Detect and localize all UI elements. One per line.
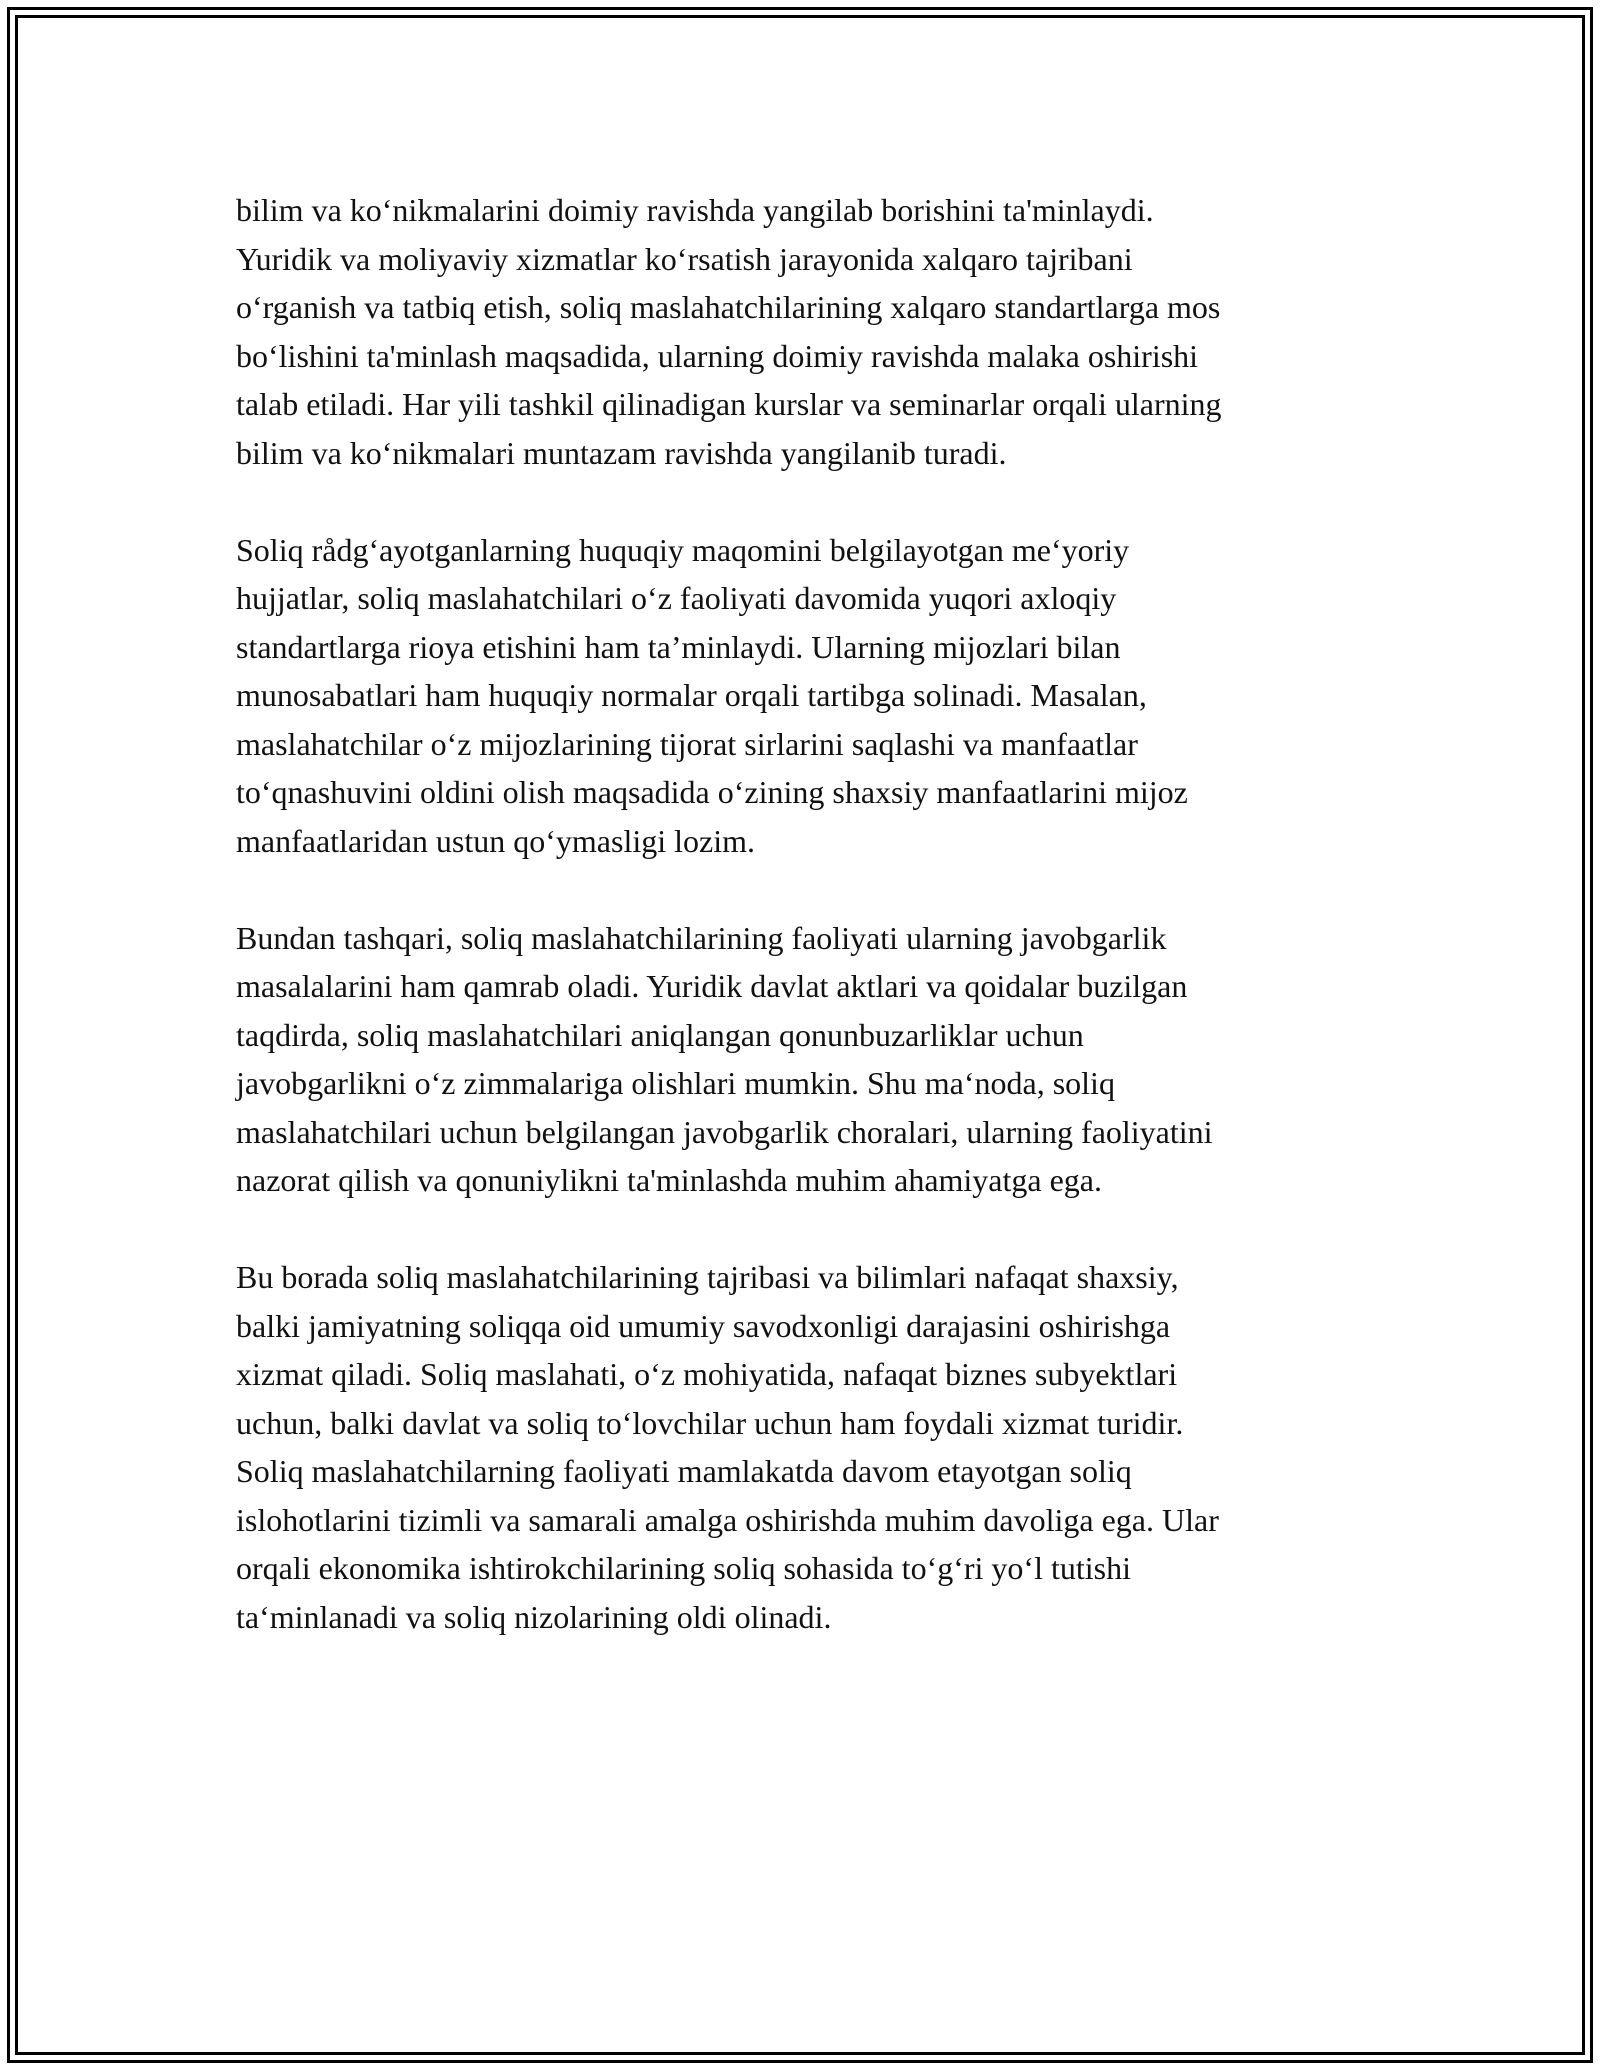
text-line: bo‘lishini ta'minlash maqsadida, ularning doimiy ravishda malaka oshirishi <box>236 337 1199 374</box>
text-line: ta‘minlanadi va soliq nizolarining oldi olinadi. <box>236 1598 832 1635</box>
text-line: Bundan tashqari, soliq maslahatchilarining faoliyati ularning javobgarlik <box>236 919 1167 956</box>
text-line: bilim va ko‘nikmalarini doimiy ravishda yangilab borishini ta'minlaydi. <box>236 192 1154 228</box>
text-line: manfaatlaridan ustun qo‘ymasligi lozim. <box>236 822 755 859</box>
paragraph-1 <box>236 186 1376 477</box>
text-line: maslahatchilar o‘z mijozlarining tijorat sirlarini saqlashi va manfaatlar <box>236 725 1138 762</box>
text-line: munosabatlari ham huquqiy normalar orqali tartibga solinadi. Masalan, <box>236 677 1147 713</box>
text-line: taqdirda, soliq maslahatchilari aniqlangan qonunbuzarliklar uchun <box>236 1016 1084 1053</box>
text-line: standartlarga rioya etishini ham ta’minlaydi. Ularning mijozlari bilan <box>236 628 1121 665</box>
text-line: Soliq rådg‘ayotganlarning huquqiy maqomini belgilayotgan me‘yoriy <box>236 531 1130 568</box>
text-line: javobgarlikni o‘z zimmalariga olishlari mumkin. Shu ma‘noda, soliq <box>236 1065 1115 1101</box>
text-line: uchun, balki davlat va soliq to‘lovchilar uchun ham foydali xizmat turidir. <box>236 1404 1184 1441</box>
document-body <box>236 186 1376 1690</box>
text-line: Soliq maslahatchilarning faoliyati mamlakatda davom etayotgan soliq <box>236 1453 1132 1489</box>
paragraph-3 <box>236 914 1376 1205</box>
text-line: o‘rganish va tatbiq etish, soliq maslahatchilarining xalqaro standartlarga mos <box>236 289 1221 325</box>
text-line: nazorat qilish va qonuniylikni ta'minlashda muhim ahamiyatga ega. <box>236 1162 1102 1198</box>
text-line: orqali ekonomika ishtirokchilarining soliq sohasida to‘g‘ri yo‘l tutishi <box>236 1550 1131 1586</box>
text-line: islohotlarini tizimli va samarali amalga oshirishda muhim davoliga ega. Ular <box>236 1501 1219 1538</box>
text-line: masalalarini ham qamrab oladi. Yuridik davlat aktlari va qoidalar buzilgan <box>236 968 1188 1004</box>
text-line: bilim va ko‘nikmalari muntazam ravishda yangilanib turadi. <box>236 434 1007 471</box>
text-line: balki jamiyatning soliqqa oid umumiy savodxonligi darajasini oshirishga <box>236 1307 1171 1344</box>
text-line: Yuridik va moliyaviy xizmatlar ko‘rsatish jarayonida xalqaro tajribani <box>236 240 1133 277</box>
paragraph-2 <box>236 526 1376 866</box>
text-line: xizmat qiladi. Soliq maslahati, o‘z mohiyatida, nafaqat biznes subyektlari <box>236 1356 1178 1392</box>
text-line: maslahatchilari uchun belgilangan javobgarlik choralari, ularning faoliyatini <box>236 1113 1213 1150</box>
text-line: to‘qnashuvini oldini olish maqsadida o‘zining shaxsiy manfaatlarini mijoz <box>236 774 1188 810</box>
text-line: talab etiladi. Har yili tashkil qilinadigan kurslar va seminarlar orqali ularning <box>236 386 1222 422</box>
text-line: hujjatlar, soliq maslahatchilari o‘z faoliyati davomida yuqori axloqiy <box>236 580 1117 616</box>
text-line: Bu borada soliq maslahatchilarining tajribasi va bilimlari nafaqat shaxsiy, <box>236 1259 1179 1295</box>
paragraph-4 <box>236 1253 1376 1641</box>
